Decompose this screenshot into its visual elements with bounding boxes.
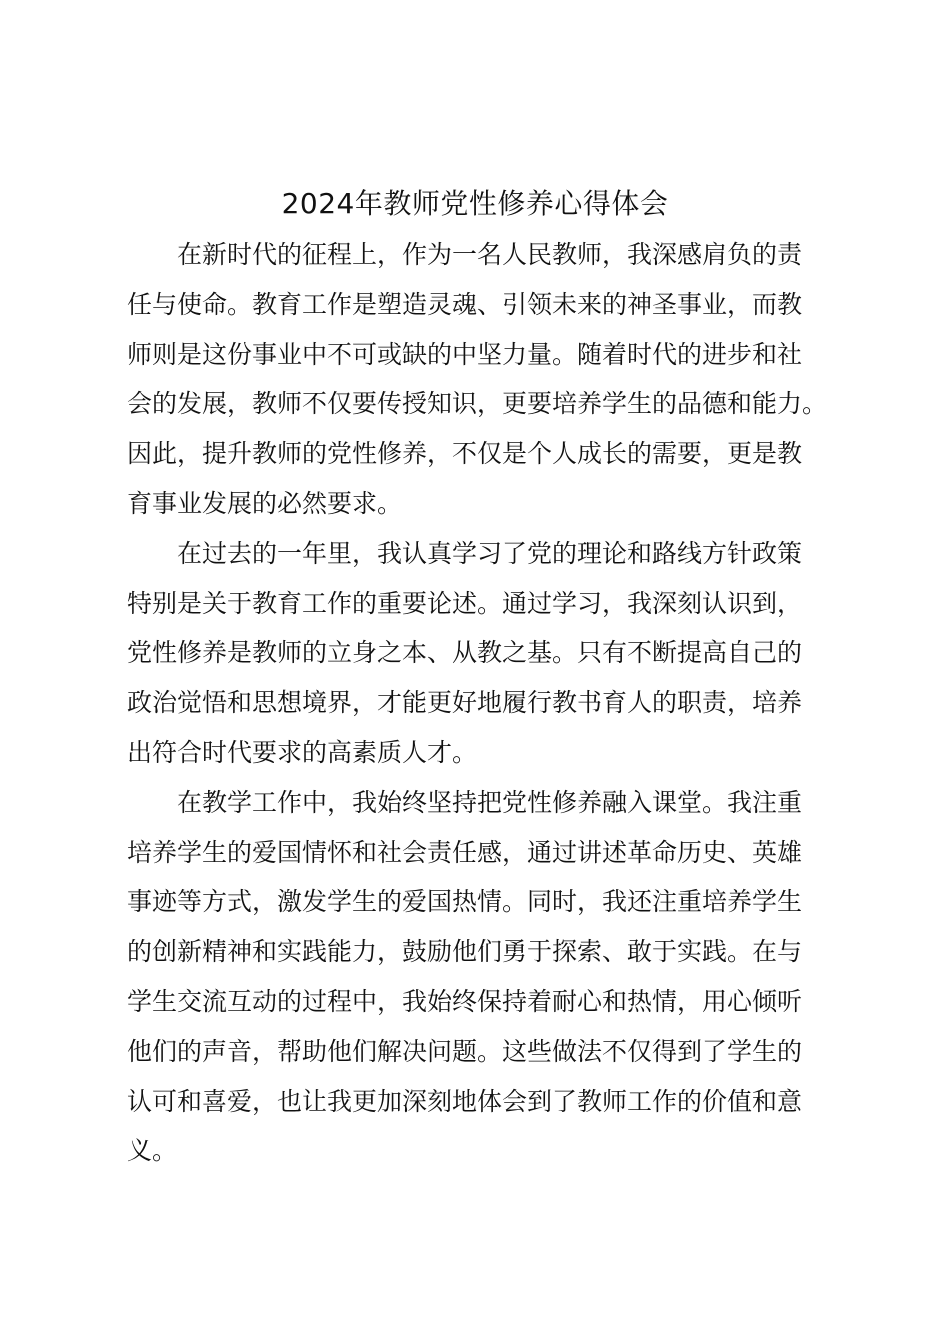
- paragraph-3: [127, 778, 837, 1176]
- paragraph-line: 他们的声音，帮助他们解决问题。这些做法不仅得到了学生的: [127, 1036, 803, 1066]
- paragraph-line: 党性修养是教师的立身之本、从教之基。只有不断提高自己的: [127, 638, 803, 668]
- paragraph-line: 特别是关于教育工作的重要论述。通过学习，我深刻认识到，: [127, 588, 803, 618]
- paragraph-1: [127, 230, 837, 529]
- paragraph-line: 培养学生的爱国情怀和社会责任感，通过讲述革命历史、英雄: [127, 837, 803, 867]
- paragraph-line: 在过去的一年里，我认真学习了党的理论和路线方针政策: [177, 538, 803, 568]
- paragraph-line: 会的发展，教师不仅要传授知识，更要培养学生的品德和能力。: [127, 389, 828, 419]
- paragraph-line: 育事业发展的必然要求。: [127, 488, 403, 518]
- paragraph-line: 因此，提升教师的党性修养，不仅是个人成长的需要，更是教: [127, 439, 803, 469]
- paragraph-line: 在教学工作中，我始终坚持把党性修养融入课堂。我注重: [177, 787, 803, 817]
- document-body: [127, 230, 837, 1176]
- paragraph-line: 在新时代的征程上，作为一名人民教师，我深感肩负的责: [177, 240, 803, 269]
- paragraph-line: 义。: [127, 1136, 178, 1166]
- paragraph-line: 认可和喜爱，也让我更加深刻地体会到了教师工作的价值和意: [127, 1086, 803, 1116]
- paragraph-line: 学生交流互动的过程中，我始终保持着耐心和热情，用心倾听: [127, 986, 803, 1016]
- paragraph-line: 事迹等方式，激发学生的爱国热情。同时，我还注重培养学生: [127, 887, 803, 917]
- paragraph-line: 出符合时代要求的高素质人才。: [127, 737, 478, 767]
- document-title: 2024年教师党性修养心得体会: [281, 187, 669, 220]
- paragraph-line: 政治觉悟和思想境界，才能更好地履行教书育人的职责，培养: [127, 688, 803, 718]
- paragraph-2: [127, 529, 837, 778]
- paragraph-line: 的创新精神和实践能力，鼓励他们勇于探索、敢于实践。在与: [127, 937, 803, 967]
- paragraph-line: 师则是这份事业中不可或缺的中坚力量。随着时代的进步和社: [127, 339, 803, 369]
- paragraph-line: 任与使命。教育工作是塑造灵魂、引领未来的神圣事业，而教: [127, 289, 803, 319]
